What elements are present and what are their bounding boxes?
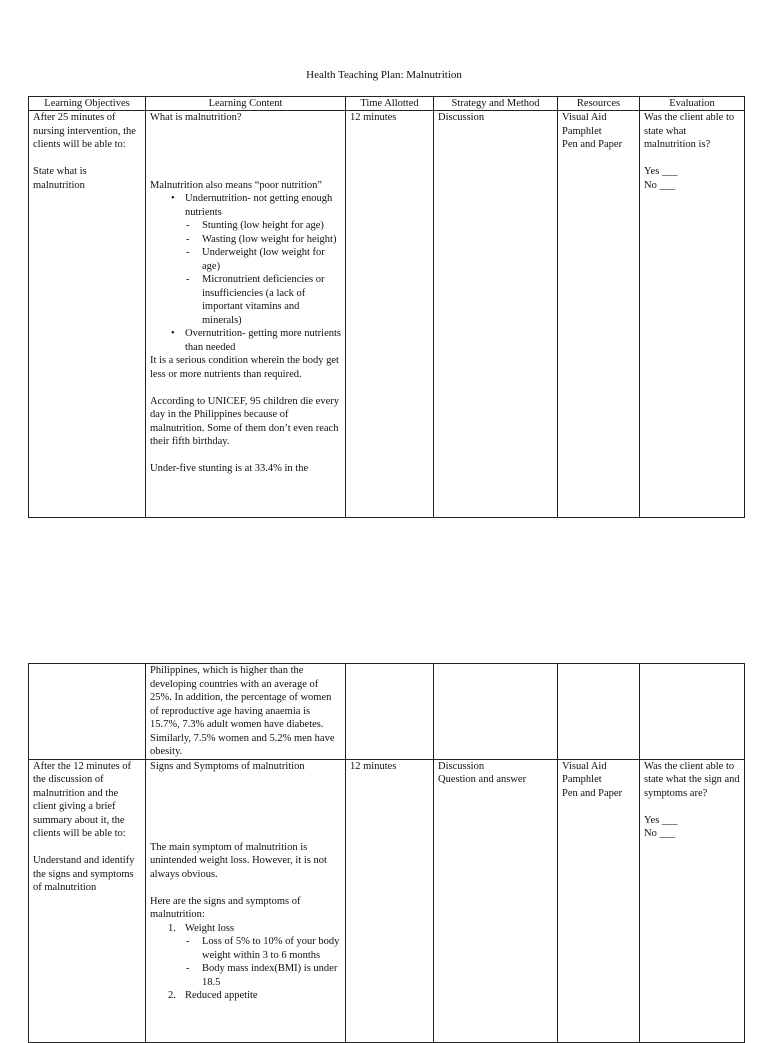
teaching-plan-table-page-2 [28,663,745,1043]
content-heading: What is malnutrition? [150,112,242,123]
content-cell [146,664,346,760]
malnutrition-types-list [150,192,341,354]
strategy-cell [434,664,558,760]
list-item: - Loss of 5% to 10% of your body weight within 3 to 6 months [202,935,341,962]
signs-symptoms-list [150,922,341,1003]
resource-item: Visual Aid [562,760,607,772]
resources-cell [558,664,640,760]
header-strategy-method: Strategy and Method [434,97,558,111]
strategy-item: Question and answer [438,774,527,785]
content-cell [146,111,346,518]
time-cell: 12 minutes [346,111,434,518]
objective-cell [29,111,146,518]
evaluation-no: No ___ [644,828,676,839]
content-paragraph: The main symptom of malnutrition is unintended weight loss. However, it is not always obvious. [150,841,327,880]
teaching-plan-table-page-1 [28,96,745,518]
resources-cell [558,759,640,1043]
content-paragraph: Under-five stunting is at 33.4% in the [150,463,309,474]
evaluation-cell [640,759,745,1043]
list-item: - Stunting (low height for age) [202,219,341,233]
list-item: 1. Weight loss - Loss of 5% to 10% of your body weight within 3 to 6 months - Body mass index(BMI) is under 18.5 [185,922,341,990]
time-cell: 12 minutes [346,759,434,1043]
list-item: 2. Reduced appetite [168,990,258,1001]
evaluation-no: No ___ [644,179,676,191]
list-item: - Underweight (low weight for age) [202,246,341,273]
strategy-cell [434,759,558,1043]
objective-intro: After the 12 minutes of the discussion of malnutrition and the client giving a brief summary about it, the clients will be able to: [33,760,131,839]
content-paragraph: Here are the signs and symptoms of malnutrition: [150,895,301,920]
resource-item: Pen and Paper [562,139,623,150]
resource-item: Visual Aid [562,112,607,123]
content-intro: Malnutrition also means “poor nutrition” [150,179,323,191]
objective-statement: State what is malnutrition [33,166,87,191]
list-item: • Overnutrition- getting more nutrients than needed [185,327,341,354]
resources-cell [558,111,640,518]
content-paragraph: It is a serious condition wherein the body get less or more nutrients than required. [150,355,339,380]
list-item: - Wasting (low weight for height) [202,233,341,247]
resource-item: Pamphlet [562,774,602,785]
strategy-item: Discussion [438,112,485,123]
list-item: - Body mass index(BMI) is under 18.5 [202,962,341,989]
evaluation-cell [640,664,745,760]
objective-cell [29,664,146,760]
table-row [29,759,745,1043]
evaluation-question: Was the client able to state what malnutrition is? [644,112,735,150]
content-paragraph: According to UNICEF, 95 children die every day in the Philippines because of malnutrition. Some of them don’t even reach their fifth birthday. [150,395,339,447]
header-resources: Resources [558,97,640,111]
header-time-allotted: Time Allotted [346,97,434,111]
time-cell [346,664,434,760]
content-heading: Signs and Symptoms of malnutrition [150,760,305,772]
evaluation-cell [640,111,745,518]
content-paragraph: Philippines, which is higher than the developing countries with an average of 25%. In addition, the percentage of women of reproductive age having anaemia is 15.7%, 7.3% adult women have diabetes. Similarly, 7.5% women and 5.2% men have obesity. [150,665,335,757]
list-item: - Micronutrient deficiencies or insufficiencies (a lack of important vitamins and minerals) [202,273,341,327]
table-row [29,664,745,760]
evaluation-yes: Yes ___ [644,166,678,177]
header-learning-objectives: Learning Objectives [29,97,146,111]
objective-statement: Understand and identify the signs and symptoms of malnutrition [33,855,135,893]
header-evaluation: Evaluation [640,97,745,111]
strategy-item: Discussion [438,760,485,772]
content-cell [146,759,346,1043]
objective-cell [29,759,146,1043]
strategy-cell [434,111,558,518]
header-row [29,97,745,111]
document-title: Health Teaching Plan: Malnutrition [306,69,462,81]
table-row [29,111,745,518]
resource-item: Pamphlet [562,125,602,137]
evaluation-yes: Yes ___ [644,814,678,826]
weight-loss-details-list [185,935,341,989]
header-learning-content: Learning Content [146,97,346,111]
objective-intro: After 25 minutes of nursing intervention, the clients will be able to: [33,112,136,150]
list-item: • Undernutrition- not getting enough nutrients - Stunting (low height for age) - Wasting (low weight for height) - Underweight (low weight for age) - Micronutrient deficiencies or insufficiencies (a lack of important vitamins and minerals) [185,192,341,327]
undernutrition-forms-list [185,219,341,327]
resource-item: Pen and Paper [562,787,623,799]
evaluation-question: Was the client able to state what the sign and symptoms are? [644,760,740,799]
